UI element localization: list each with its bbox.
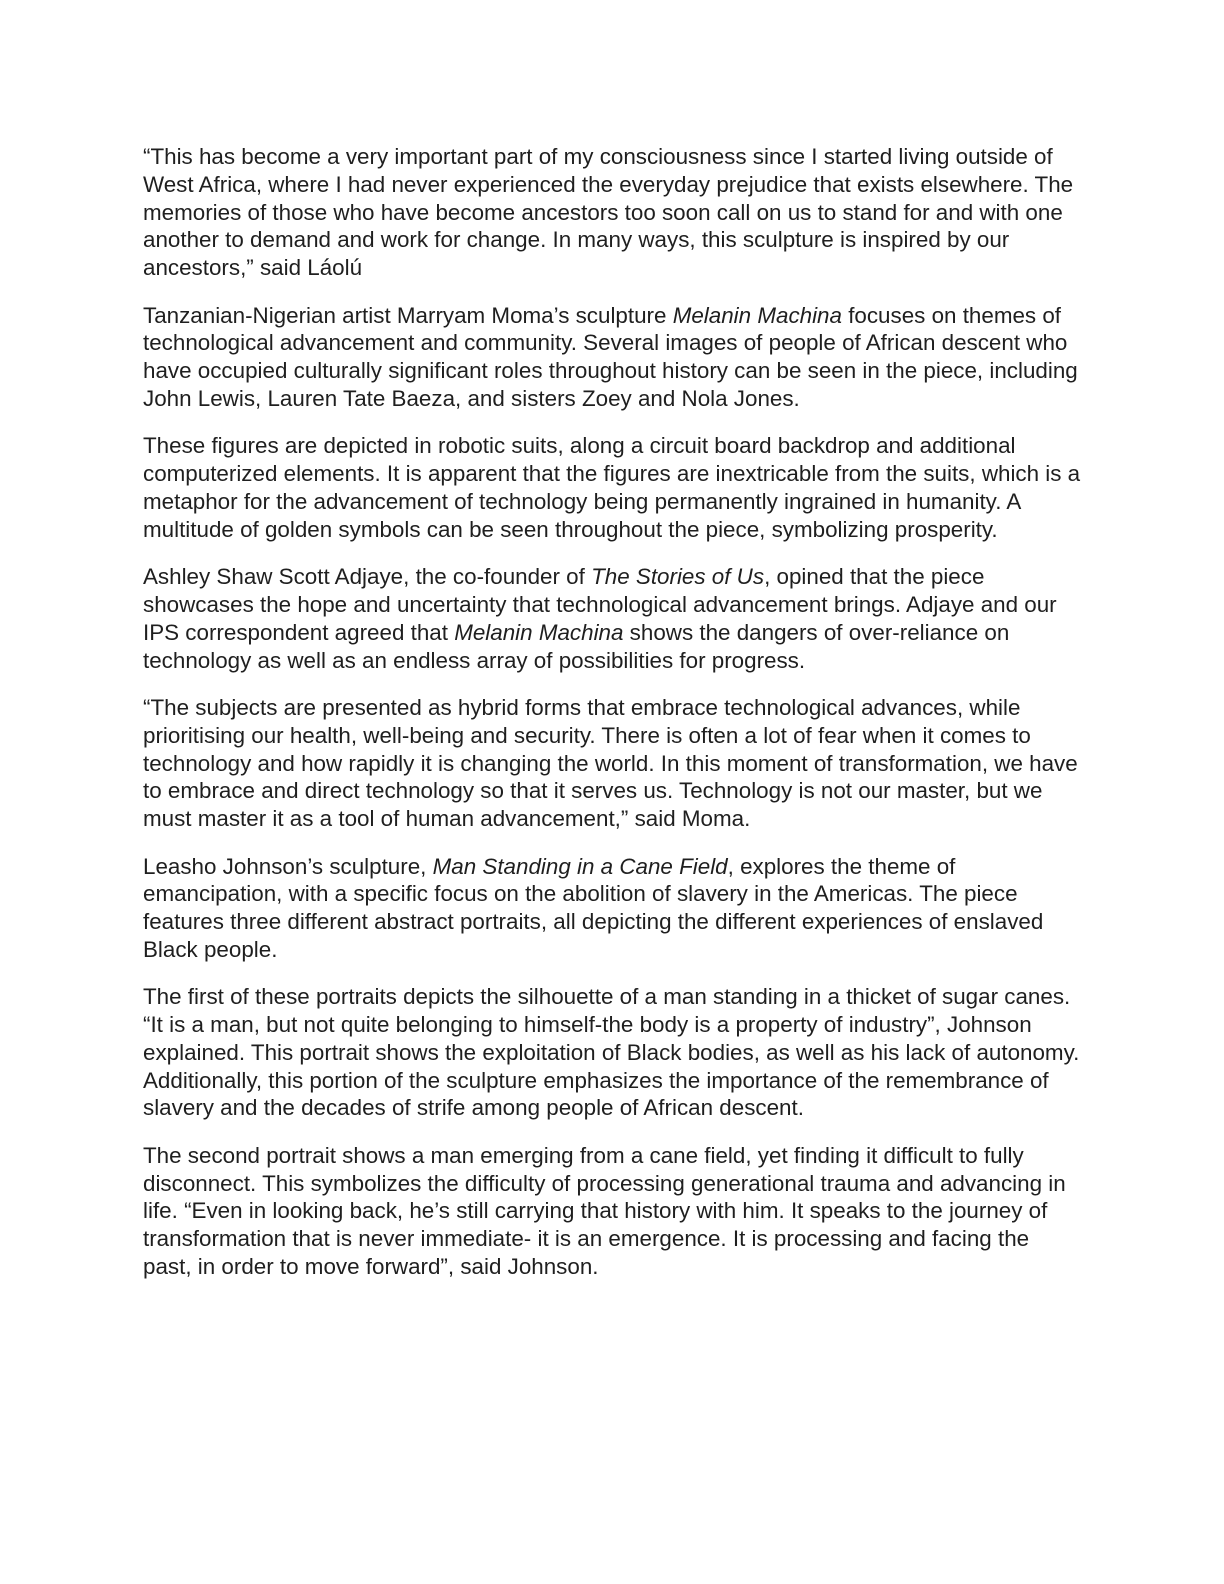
artwork-title: Melanin Machina bbox=[672, 302, 842, 328]
publication-title: The Stories of Us bbox=[591, 564, 765, 590]
paragraph-first-portrait bbox=[143, 983, 1083, 1122]
paragraph-adjaye bbox=[143, 563, 1083, 674]
document-page bbox=[143, 143, 1083, 1281]
paragraph-ancestors-quote bbox=[143, 143, 1083, 282]
text-run: “This has become a very important part of my consciousness since I started living outside of West Africa, where I had never experienced the everyday prejudice that exists elsewhere. The memories of those who have become ancestors too soon call on us to stand for and with one another to demand and work for change. In many ways, this sculpture is inspired by our ancestors,” said Láolú bbox=[143, 144, 1074, 281]
text-run: “The subjects are presented as hybrid forms that embrace technological advances, while prioritising our health, well-being and security. There is often a lot of fear when it comes to technology and how rapidly it is changing the world. In this moment of transformation, we have to embrace and direct technology so that it serves us. Technology is not our master, but we must master it as a tool of human advancement,” said Moma. bbox=[143, 694, 1078, 832]
text-run: , explores the theme of emancipation, with a specific focus on the abolition of slavery in the Americas. The piece features three different abstract portraits, all depicting the different experiences of enslaved Black people. bbox=[143, 853, 1044, 962]
text-run: , opined that the piece showcases the hope and uncertainty that technological advancement brings. Adjaye and our IPS correspondent agreed that bbox=[143, 564, 1057, 645]
text-run: Leasho Johnson’s sculpture, bbox=[143, 853, 433, 879]
text-run: Ashley Shaw Scott Adjaye, the co-founder of bbox=[143, 564, 592, 590]
text-run: These figures are depicted in robotic suits, along a circuit board backdrop and additional computerized elements. It is apparent that the figures are inextricable from the suits, which is a metaphor for the advancement of technology being permanently ingrained in humanity. A multitude of golden symbols can be seen throughout the piece, symbolizing prosperity. bbox=[143, 433, 1081, 542]
text-run: The second portrait shows a man emerging from a cane field, yet finding it difficult to fully disconnect. This symbolizes the difficulty of processing generational trauma and advancing in life. “Even in looking back, he’s still carrying that history with him. It speaks to the journey of transformation that is never immediate- it is an emergence. It is processing and facing the past, in order to move forward”, said Johnson. bbox=[143, 1142, 1066, 1280]
artwork-title: Melanin Machina bbox=[454, 619, 624, 645]
paragraph-cane-field-intro bbox=[143, 853, 1083, 964]
text-run: Tanzanian-Nigerian artist Marryam Moma’s sculpture bbox=[143, 302, 673, 328]
paragraph-melanin-machina-intro bbox=[143, 302, 1083, 413]
paragraph-robotic-suits bbox=[143, 432, 1083, 543]
text-run: The first of these portraits depicts the silhouette of a man standing in a thicket of sugar canes. “It is a man, but not quite belonging to himself-the body is a property of industry”, Johnson explained. This portrait shows the exploitation of Black bodies, as well as his lack of autonomy. Additionally, this portion of the sculpture emphasizes the importance of the remembrance of slavery and the decades of strife among people of African descent. bbox=[143, 984, 1080, 1121]
text-run: shows the dangers of over-reliance on technology as well as an endless array of possibilities for progress. bbox=[143, 619, 1010, 673]
paragraph-moma-quote bbox=[143, 694, 1083, 833]
paragraph-second-portrait bbox=[143, 1142, 1083, 1281]
artwork-title: Man Standing in a Cane Field bbox=[432, 853, 728, 879]
text-run: focuses on themes of technological advancement and community. Several images of people of African descent who have occupied culturally significant roles throughout history can be seen in the piece, including John Lewis, Lauren Tate Baeza, and sisters Zoey and Nola Jones. bbox=[143, 302, 1078, 411]
